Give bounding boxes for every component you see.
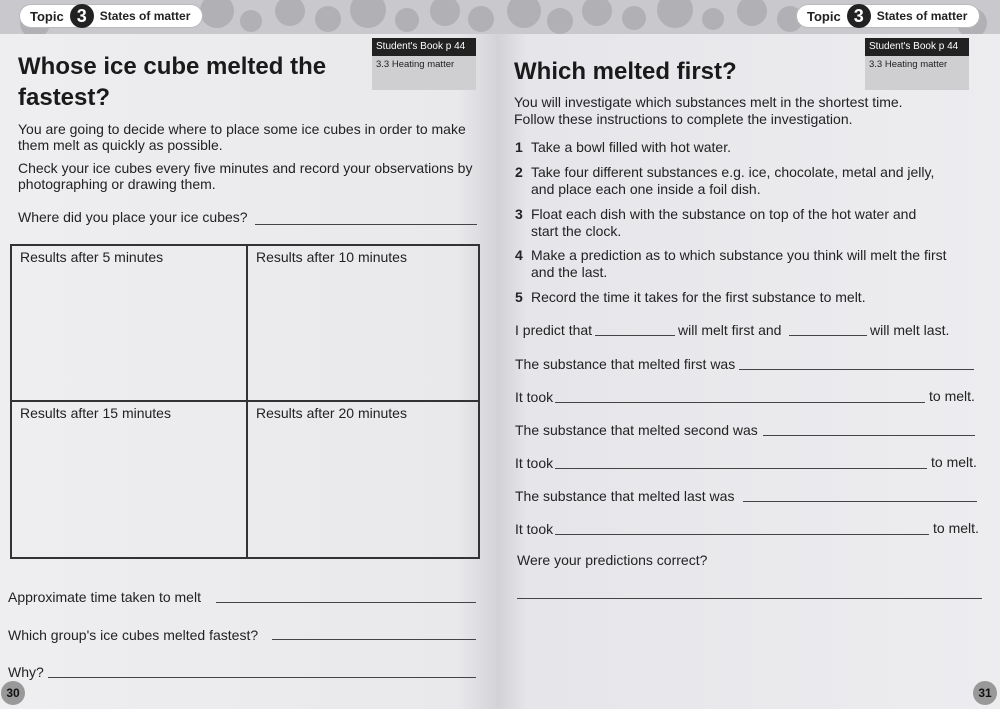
- step-text: Take four different substances e.g. ice, chocolate, metal and jelly,: [531, 164, 935, 180]
- students-book-tag: [865, 38, 969, 86]
- step-number: 2: [515, 164, 523, 180]
- right-page: [497, 0, 1000, 709]
- step-text: Take a bowl filled with hot water.: [531, 139, 731, 155]
- page-title-line2: fastest?: [18, 84, 111, 111]
- predict-last-line[interactable]: [789, 335, 867, 336]
- predict-label-b: will melt first and: [678, 322, 782, 338]
- results-cell-5[interactable]: Results after 5 minutes: [11, 245, 247, 401]
- students-book-section: 3.3 Heating matter: [865, 56, 969, 90]
- which-group-label: Which group's ice cubes melted fastest?: [8, 627, 259, 643]
- step-text-cont: and the last.: [531, 264, 608, 280]
- left-page: [0, 0, 497, 709]
- it-took-line-3[interactable]: [555, 534, 929, 535]
- page-title-line1: Whose ice cube melted the: [18, 53, 327, 80]
- step-2: [515, 164, 934, 198]
- results-cell-20[interactable]: Results after 20 minutes: [247, 401, 479, 558]
- topic-number: 3: [847, 4, 871, 28]
- where-question: Where did you place your ice cubes?: [18, 209, 248, 225]
- to-melt-label-3: to melt.: [933, 520, 979, 536]
- topic-title: States of matter: [99, 9, 191, 23]
- approx-time-line[interactable]: [216, 602, 476, 603]
- predict-label-c: will melt last.: [870, 322, 950, 338]
- students-book-ref: Student's Book p 44: [372, 38, 476, 56]
- second-line[interactable]: [763, 435, 975, 436]
- topic-badge: [797, 5, 979, 27]
- topic-number: 3: [70, 4, 94, 28]
- last-label: The substance that melted last was: [515, 488, 735, 504]
- intro-line2: them melt as quickly as possible.: [18, 137, 223, 153]
- step-number: 5: [515, 289, 523, 305]
- first-line[interactable]: [739, 369, 974, 370]
- intro-line1: You will investigate which substances melt in the shortest time.: [514, 94, 903, 110]
- check-line2: photographing or drawing them.: [18, 176, 216, 192]
- step-text: Float each dish with the substance on top of the hot water and: [531, 206, 917, 222]
- approx-time-label: Approximate time taken to melt: [8, 589, 201, 605]
- predict-label-a: I predict that: [515, 322, 593, 338]
- students-book-tag: [372, 38, 476, 86]
- intro-line1: You are going to decide where to place some ice cubes in order to make: [18, 121, 466, 137]
- page-number: 31: [973, 681, 997, 705]
- step-text-cont: and place each one inside a foil dish.: [531, 181, 761, 197]
- why-line[interactable]: [48, 677, 476, 678]
- step-1: [515, 139, 731, 156]
- topic-badge: [20, 5, 202, 27]
- predict-first-line[interactable]: [595, 335, 675, 336]
- step-number: 4: [515, 247, 523, 263]
- correct-answer-line[interactable]: [517, 598, 982, 599]
- it-took-line-1[interactable]: [555, 402, 925, 403]
- topic-word: Topic: [30, 8, 64, 24]
- to-melt-label-2: to melt.: [931, 454, 977, 470]
- why-label: Why?: [8, 664, 44, 680]
- step-3: [515, 206, 916, 240]
- it-took-line-2[interactable]: [555, 468, 927, 469]
- step-number: 1: [515, 139, 523, 155]
- page-title: Which melted first?: [514, 58, 737, 85]
- topic-word: Topic: [807, 8, 841, 24]
- last-line[interactable]: [743, 501, 977, 502]
- step-text: Make a prediction as to which substance you think will melt the first: [531, 247, 947, 263]
- it-took-label-2: It took: [515, 455, 554, 471]
- check-line1: Check your ice cubes every five minutes and record your observations by: [18, 160, 473, 176]
- to-melt-label-1: to melt.: [929, 388, 975, 404]
- which-group-line[interactable]: [272, 639, 476, 640]
- step-text: Record the time it takes for the first substance to melt.: [531, 289, 866, 305]
- it-took-label-1: It took: [515, 389, 554, 405]
- step-text-cont: start the clock.: [531, 223, 622, 239]
- step-5: [515, 289, 866, 306]
- results-cell-10[interactable]: Results after 10 minutes: [247, 245, 479, 401]
- it-took-label-3: It took: [515, 521, 554, 537]
- students-book-section: 3.3 Heating matter: [372, 56, 476, 90]
- where-answer-line[interactable]: [255, 224, 477, 225]
- students-book-ref: Student's Book p 44: [865, 38, 969, 56]
- results-cell-15[interactable]: Results after 15 minutes: [11, 401, 247, 558]
- intro-line2: Follow these instructions to complete the investigation.: [514, 111, 853, 127]
- step-4: [515, 247, 947, 281]
- first-label: The substance that melted first was: [515, 356, 736, 372]
- page-number: 30: [1, 681, 25, 705]
- correct-question: Were your predictions correct?: [517, 552, 708, 568]
- second-label: The substance that melted second was: [515, 422, 758, 438]
- step-number: 3: [515, 206, 523, 222]
- results-grid: [10, 244, 480, 559]
- topic-title: States of matter: [876, 9, 968, 23]
